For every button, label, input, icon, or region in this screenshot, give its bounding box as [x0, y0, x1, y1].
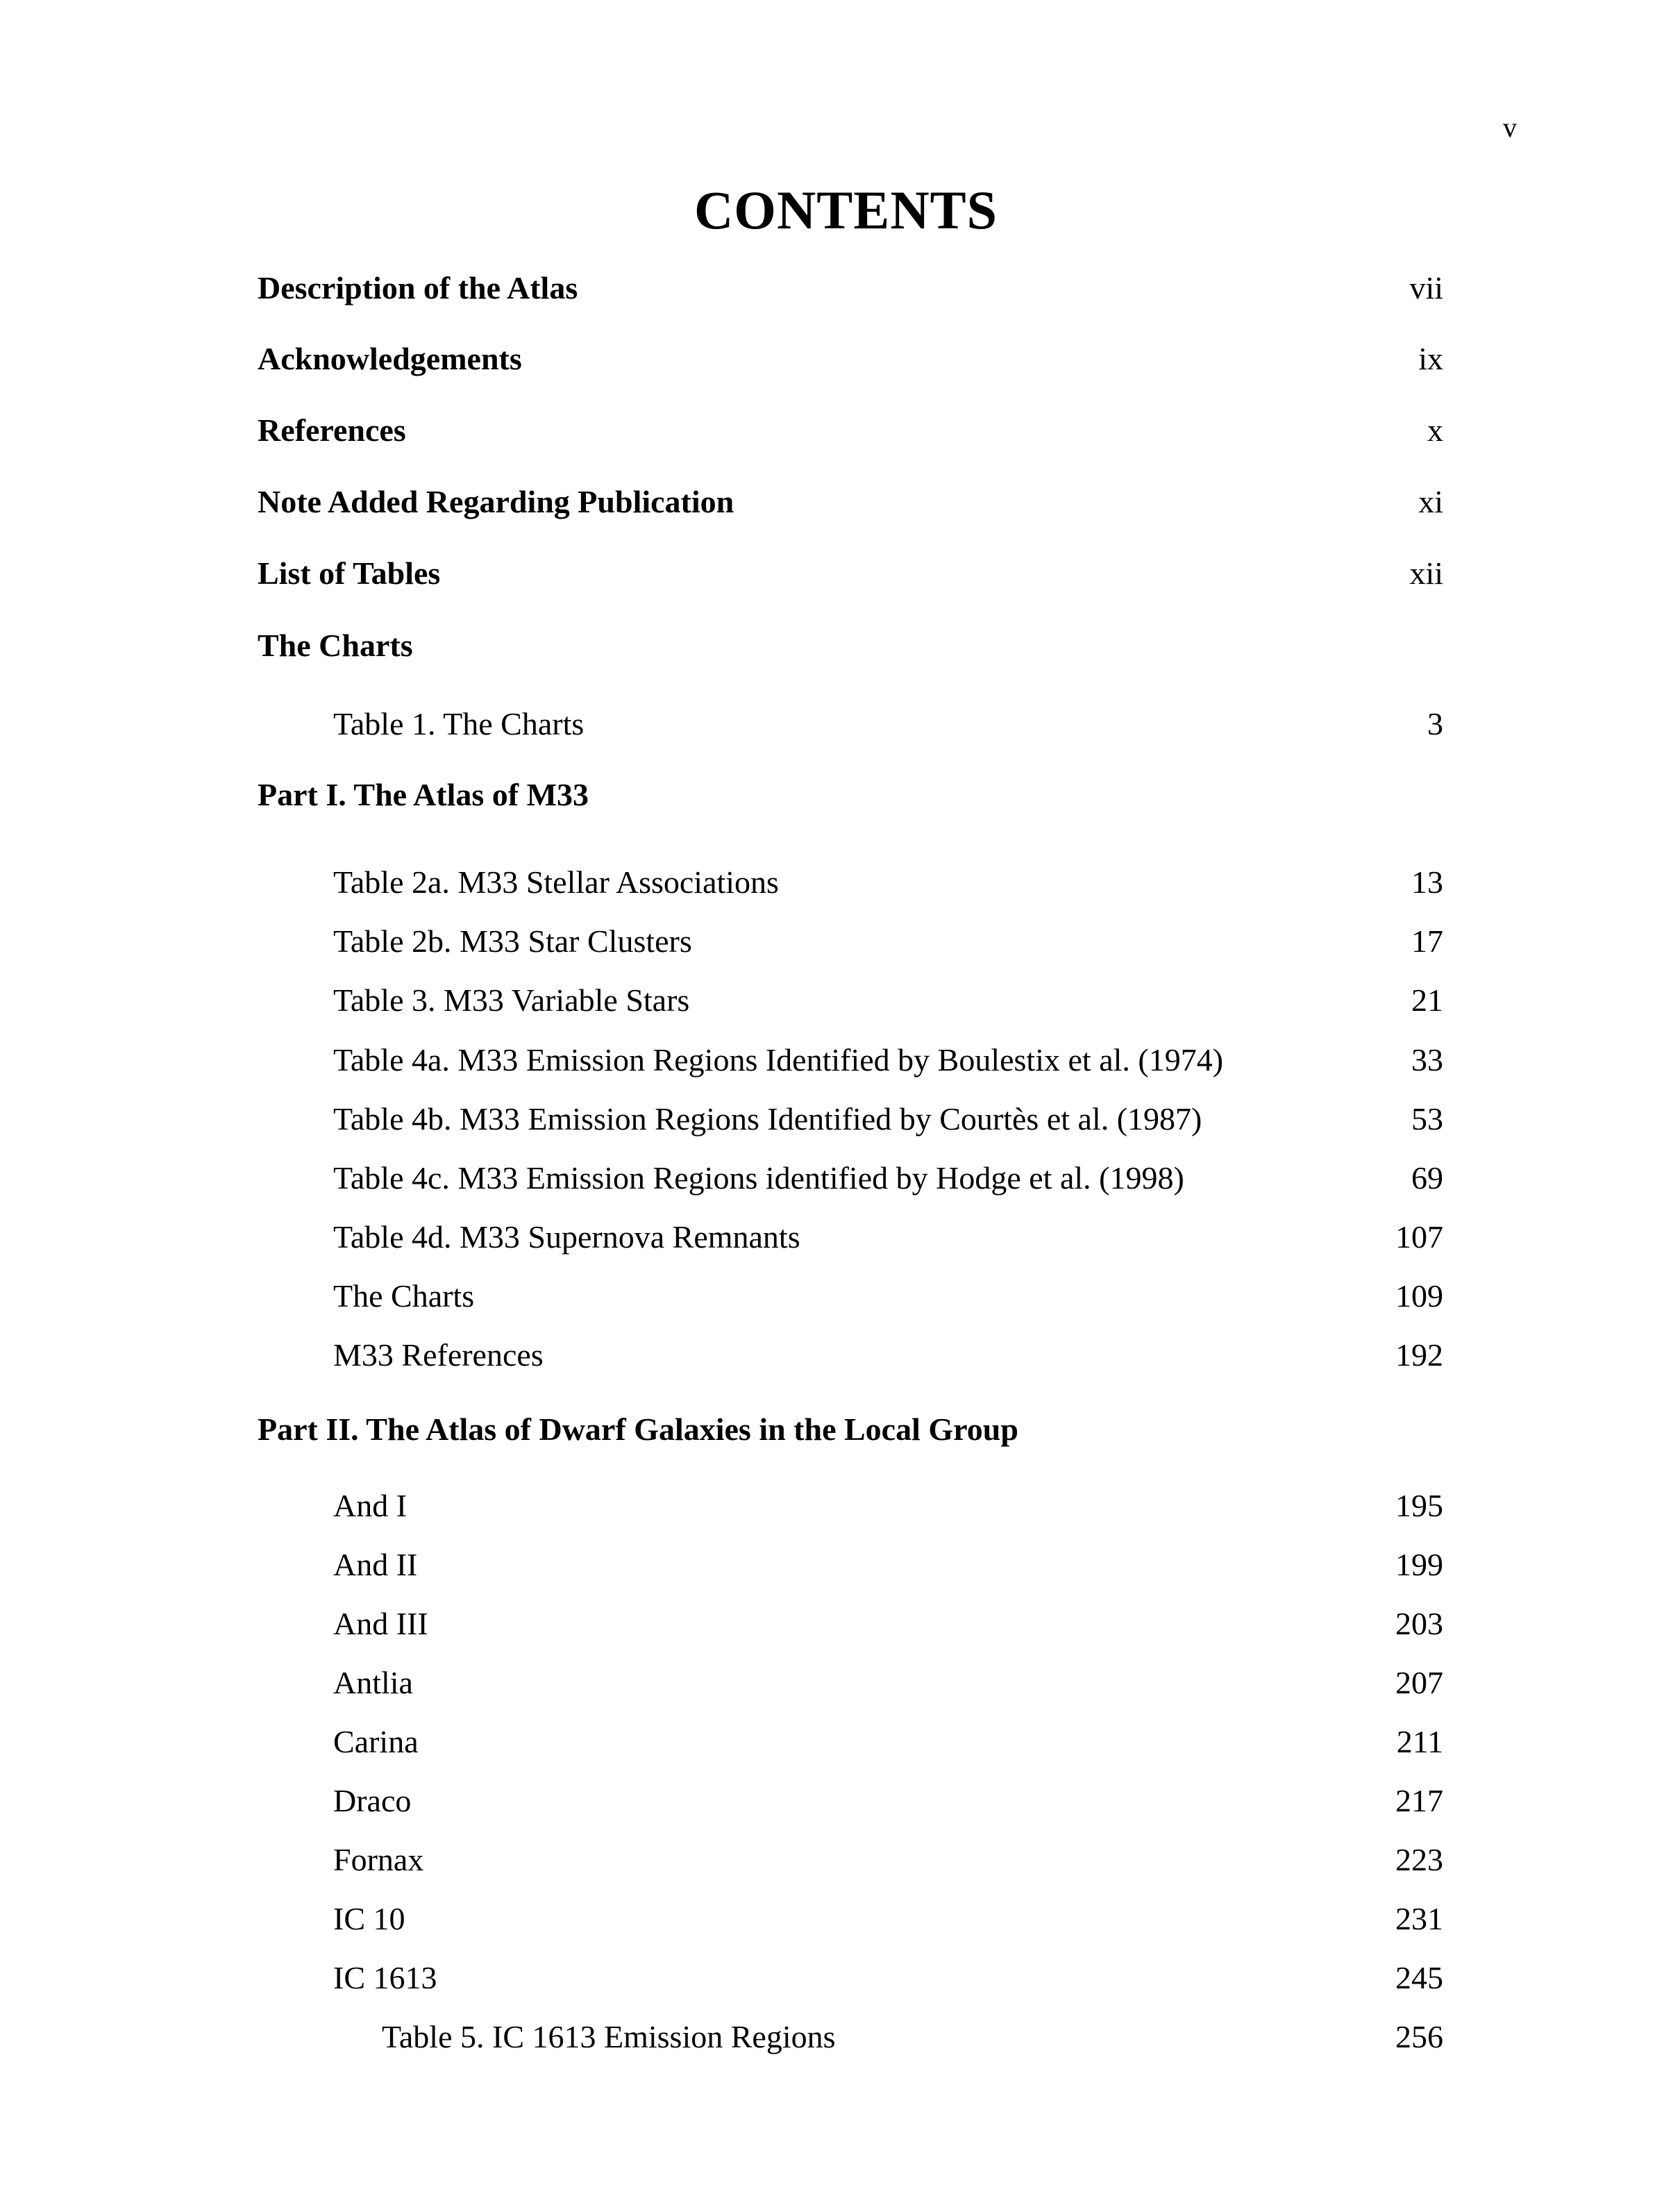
- toc-page: 13: [1411, 864, 1443, 900]
- toc-page: 217: [1395, 1783, 1443, 1818]
- toc-page: xi: [1418, 484, 1443, 519]
- toc-label: Draco: [333, 1783, 412, 1818]
- toc-page: 33: [1411, 1042, 1443, 1078]
- toc-entry[interactable]: [0, 1723, 1664, 1768]
- toc-entry[interactable]: [0, 1782, 1664, 1827]
- section-heading-label: Part I. The Atlas of M33: [258, 777, 589, 812]
- page-title: CONTENTS: [694, 180, 998, 240]
- toc-label: Table 2a. M33 Stellar Associations: [333, 864, 779, 900]
- section-heading-part-1[interactable]: [0, 776, 1664, 821]
- toc-entry[interactable]: [0, 1100, 1664, 1145]
- toc-page: x: [1427, 412, 1443, 448]
- toc-entry[interactable]: [0, 1664, 1664, 1709]
- section-heading-part-2[interactable]: [0, 1411, 1664, 1455]
- toc-label: Table 4c. M33 Emission Regions identified by Hodge et al. (1998): [333, 1160, 1184, 1196]
- toc-label: The Charts: [333, 1278, 475, 1314]
- toc-page: vii: [1409, 270, 1443, 305]
- toc-entry-description[interactable]: [0, 269, 1664, 314]
- toc-page: xii: [1409, 555, 1443, 591]
- toc-entry[interactable]: [0, 1277, 1664, 1322]
- toc-label: And III: [333, 1606, 428, 1641]
- toc-label: Note Added Regarding Publication: [258, 484, 734, 519]
- toc-entry[interactable]: [0, 864, 1664, 908]
- toc-page: 17: [1411, 923, 1443, 959]
- toc-entry-list-of-tables[interactable]: [0, 555, 1664, 599]
- toc-label: Description of the Atlas: [258, 270, 578, 305]
- toc-page: 109: [1395, 1278, 1443, 1314]
- toc-page: 21: [1411, 982, 1443, 1018]
- toc-entry[interactable]: [0, 1959, 1664, 2004]
- toc-label: Antlia: [333, 1665, 413, 1700]
- toc-entry[interactable]: [0, 1841, 1664, 1886]
- toc-page: 3: [1427, 706, 1443, 741]
- toc-page: 199: [1395, 1547, 1443, 1582]
- toc-entry[interactable]: [0, 923, 1664, 967]
- toc-entry-references[interactable]: [0, 412, 1664, 456]
- page-number: v: [1503, 112, 1517, 143]
- toc-entry[interactable]: [0, 1159, 1664, 1204]
- toc-label: IC 1613: [333, 1960, 437, 1995]
- toc-entry[interactable]: [0, 1487, 1664, 1532]
- toc-label: Carina: [333, 1724, 419, 1759]
- toc-page: 195: [1395, 1488, 1443, 1523]
- toc-entry[interactable]: [0, 1605, 1664, 1650]
- toc-entry[interactable]: [0, 1218, 1664, 1263]
- toc-entry[interactable]: [0, 1900, 1664, 1945]
- toc-page: 207: [1395, 1665, 1443, 1700]
- toc-label: And II: [333, 1547, 418, 1582]
- toc-page: 231: [1395, 1901, 1443, 1936]
- toc-page: 256: [1395, 2019, 1443, 2054]
- toc-page: 192: [1395, 1337, 1443, 1373]
- toc-entry[interactable]: [0, 982, 1664, 1026]
- toc-label: Table 1. The Charts: [333, 706, 585, 741]
- toc-page: 211: [1396, 1724, 1443, 1759]
- toc-page: ix: [1418, 341, 1443, 376]
- toc-page: 107: [1395, 1219, 1443, 1255]
- section-heading-the-charts[interactable]: [0, 627, 1664, 671]
- toc-label: Table 5. IC 1613 Emission Regions: [382, 2019, 836, 2054]
- toc-entry-acknowledgements[interactable]: [0, 340, 1664, 385]
- toc-label: References: [258, 412, 406, 448]
- toc-label: M33 References: [333, 1337, 544, 1373]
- section-heading-label: Part II. The Atlas of Dwarf Galaxies in the Local Group: [258, 1411, 1018, 1447]
- toc-entry[interactable]: [0, 1337, 1664, 1381]
- toc-page: 53: [1411, 1101, 1443, 1137]
- section-heading-label: The Charts: [258, 628, 413, 663]
- toc-label: Table 4a. M33 Emission Regions Identified by Boulestix et al. (1974): [333, 1042, 1224, 1078]
- toc-entry[interactable]: [0, 1546, 1664, 1591]
- toc-page: 245: [1395, 1960, 1443, 1995]
- toc-label: Acknowledgements: [258, 341, 522, 376]
- toc-sub-entry[interactable]: [0, 2018, 1664, 2063]
- toc-label: Table 3. M33 Variable Stars: [333, 982, 690, 1018]
- toc-page: 203: [1395, 1606, 1443, 1641]
- toc-entry-note-added[interactable]: [0, 483, 1664, 528]
- toc-label: Table 2b. M33 Star Clusters: [333, 923, 692, 959]
- toc-entry[interactable]: [0, 1041, 1664, 1086]
- toc-label: IC 10: [333, 1901, 405, 1936]
- toc-entry[interactable]: [0, 705, 1664, 750]
- toc-label: And I: [333, 1488, 407, 1523]
- toc-page: 223: [1395, 1842, 1443, 1877]
- toc-page: 69: [1411, 1160, 1443, 1196]
- toc-label: Table 4b. M33 Emission Regions Identified by Courtès et al. (1987): [333, 1101, 1202, 1137]
- toc-label: Fornax: [333, 1842, 424, 1877]
- toc-label: List of Tables: [258, 555, 441, 591]
- toc-label: Table 4d. M33 Supernova Remnants: [333, 1219, 800, 1255]
